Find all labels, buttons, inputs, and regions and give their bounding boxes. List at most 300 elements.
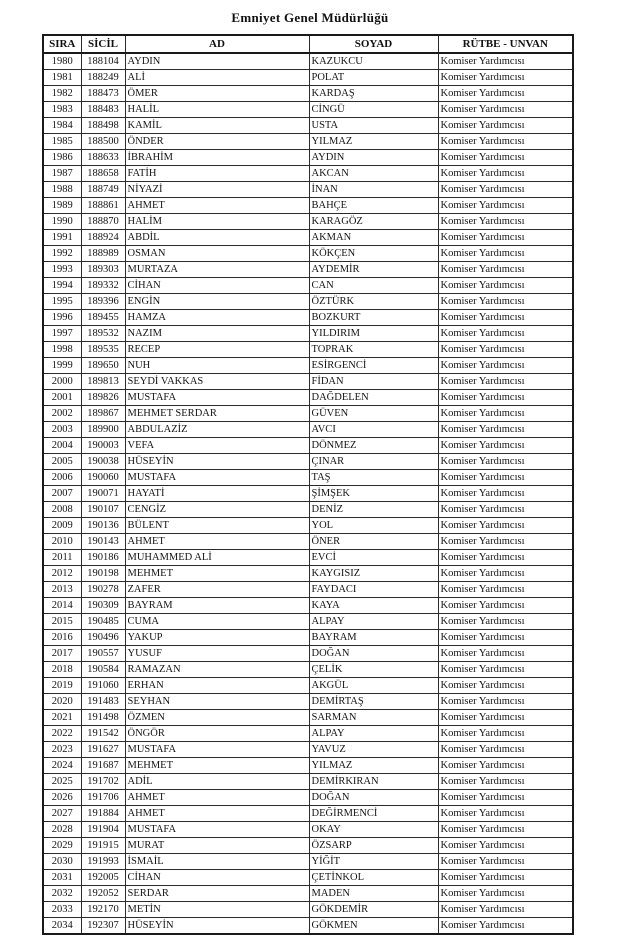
cell-rutbe-unvan: Komiser Yardımcısı <box>438 198 573 214</box>
cell-sira: 1986 <box>43 150 81 166</box>
cell-ad: METİN <box>125 902 309 918</box>
cell-ad: MURAT <box>125 838 309 854</box>
cell-rutbe-unvan: Komiser Yardımcısı <box>438 182 573 198</box>
cell-ad: NUH <box>125 358 309 374</box>
cell-sira: 2018 <box>43 662 81 678</box>
cell-sicil: 190584 <box>81 662 125 678</box>
cell-soyad: DEMİRTAŞ <box>309 694 438 710</box>
cell-soyad: GÖKDEMİR <box>309 902 438 918</box>
cell-sicil: 191706 <box>81 790 125 806</box>
cell-ad: AHMET <box>125 806 309 822</box>
cell-sira: 2004 <box>43 438 81 454</box>
cell-rutbe-unvan: Komiser Yardımcısı <box>438 102 573 118</box>
cell-sicil: 189867 <box>81 406 125 422</box>
cell-rutbe-unvan: Komiser Yardımcısı <box>438 726 573 742</box>
cell-ad: ENGİN <box>125 294 309 310</box>
cell-sicil: 188249 <box>81 70 125 86</box>
table-row <box>43 262 573 278</box>
cell-soyad: AVCI <box>309 422 438 438</box>
cell-rutbe-unvan: Komiser Yardımcısı <box>438 502 573 518</box>
cell-soyad: CAN <box>309 278 438 294</box>
cell-sicil: 188870 <box>81 214 125 230</box>
cell-soyad: AYDEMİR <box>309 262 438 278</box>
cell-ad: AYDIN <box>125 53 309 70</box>
cell-sicil: 191627 <box>81 742 125 758</box>
cell-soyad: KAYGISIZ <box>309 566 438 582</box>
cell-soyad: YILMAZ <box>309 758 438 774</box>
table-row <box>43 646 573 662</box>
cell-ad: VEFA <box>125 438 309 454</box>
cell-rutbe-unvan: Komiser Yardımcısı <box>438 118 573 134</box>
cell-sicil: 189826 <box>81 390 125 406</box>
cell-ad: KAMİL <box>125 118 309 134</box>
cell-sira: 2008 <box>43 502 81 518</box>
cell-sira: 1988 <box>43 182 81 198</box>
cell-ad: İBRAHİM <box>125 150 309 166</box>
cell-sicil: 192052 <box>81 886 125 902</box>
cell-rutbe-unvan: Komiser Yardımcısı <box>438 246 573 262</box>
cell-sicil: 189332 <box>81 278 125 294</box>
cell-rutbe-unvan: Komiser Yardımcısı <box>438 646 573 662</box>
cell-soyad: EVCİ <box>309 550 438 566</box>
cell-soyad: KAYA <box>309 598 438 614</box>
table-row <box>43 582 573 598</box>
cell-rutbe-unvan: Komiser Yardımcısı <box>438 486 573 502</box>
table-row <box>43 454 573 470</box>
cell-sira: 1991 <box>43 230 81 246</box>
cell-sicil: 188483 <box>81 102 125 118</box>
column-header-ad: AD <box>125 35 309 53</box>
cell-rutbe-unvan: Komiser Yardımcısı <box>438 86 573 102</box>
table-row <box>43 230 573 246</box>
cell-sira: 1995 <box>43 294 81 310</box>
cell-sicil: 188473 <box>81 86 125 102</box>
cell-ad: İSMAİL <box>125 854 309 870</box>
cell-sicil: 189396 <box>81 294 125 310</box>
cell-ad: ABDİL <box>125 230 309 246</box>
cell-rutbe-unvan: Komiser Yardımcısı <box>438 662 573 678</box>
cell-sira: 1985 <box>43 134 81 150</box>
cell-sicil: 188498 <box>81 118 125 134</box>
table-row <box>43 662 573 678</box>
cell-rutbe-unvan: Komiser Yardımcısı <box>438 566 573 582</box>
cell-sicil: 189535 <box>81 342 125 358</box>
cell-soyad: BAHÇE <box>309 198 438 214</box>
cell-ad: MEHMET SERDAR <box>125 406 309 422</box>
cell-sicil: 190003 <box>81 438 125 454</box>
cell-soyad: KÖKÇEN <box>309 246 438 262</box>
table-row <box>43 102 573 118</box>
cell-soyad: YOL <box>309 518 438 534</box>
cell-sira: 2007 <box>43 486 81 502</box>
cell-sira: 2026 <box>43 790 81 806</box>
cell-sira: 1992 <box>43 246 81 262</box>
cell-ad: NİYAZİ <box>125 182 309 198</box>
cell-sira: 2016 <box>43 630 81 646</box>
cell-sira: 2030 <box>43 854 81 870</box>
table-row <box>43 614 573 630</box>
cell-rutbe-unvan: Komiser Yardımcısı <box>438 870 573 886</box>
cell-sicil: 190557 <box>81 646 125 662</box>
cell-soyad: CİNGÜ <box>309 102 438 118</box>
table-row <box>43 630 573 646</box>
cell-sicil: 188104 <box>81 53 125 70</box>
table-row <box>43 518 573 534</box>
column-header-sira: SIRA <box>43 35 81 53</box>
cell-soyad: YILDIRIM <box>309 326 438 342</box>
cell-rutbe-unvan: Komiser Yardımcısı <box>438 150 573 166</box>
cell-sicil: 190485 <box>81 614 125 630</box>
cell-ad: AHMET <box>125 790 309 806</box>
cell-soyad: USTA <box>309 118 438 134</box>
cell-soyad: ALPAY <box>309 614 438 630</box>
cell-sira: 2021 <box>43 710 81 726</box>
cell-soyad: BOZKURT <box>309 310 438 326</box>
table-row <box>43 150 573 166</box>
cell-rutbe-unvan: Komiser Yardımcısı <box>438 390 573 406</box>
table-row <box>43 86 573 102</box>
cell-sira: 2014 <box>43 598 81 614</box>
cell-ad: HALİM <box>125 214 309 230</box>
table-row <box>43 758 573 774</box>
cell-soyad: AKMAN <box>309 230 438 246</box>
cell-sira: 2034 <box>43 918 81 935</box>
cell-soyad: ÇINAR <box>309 454 438 470</box>
cell-soyad: ÖZTÜRK <box>309 294 438 310</box>
cell-soyad: TAŞ <box>309 470 438 486</box>
cell-rutbe-unvan: Komiser Yardımcısı <box>438 262 573 278</box>
cell-rutbe-unvan: Komiser Yardımcısı <box>438 326 573 342</box>
table-row <box>43 774 573 790</box>
cell-ad: AHMET <box>125 198 309 214</box>
table-row <box>43 870 573 886</box>
cell-sira: 2028 <box>43 822 81 838</box>
cell-rutbe-unvan: Komiser Yardımcısı <box>438 358 573 374</box>
table-row <box>43 342 573 358</box>
cell-rutbe-unvan: Komiser Yardımcısı <box>438 438 573 454</box>
cell-sira: 2011 <box>43 550 81 566</box>
cell-soyad: KARDAŞ <box>309 86 438 102</box>
cell-rutbe-unvan: Komiser Yardımcısı <box>438 854 573 870</box>
cell-sira: 2015 <box>43 614 81 630</box>
table-row <box>43 534 573 550</box>
cell-ad: ZAFER <box>125 582 309 598</box>
cell-ad: ÖNDER <box>125 134 309 150</box>
cell-sicil: 191915 <box>81 838 125 854</box>
cell-ad: FATİH <box>125 166 309 182</box>
cell-sira: 1998 <box>43 342 81 358</box>
cell-sira: 2020 <box>43 694 81 710</box>
cell-sicil: 190060 <box>81 470 125 486</box>
cell-ad: MUSTAFA <box>125 742 309 758</box>
cell-sicil: 191542 <box>81 726 125 742</box>
cell-sicil: 188633 <box>81 150 125 166</box>
cell-soyad: ÇELİK <box>309 662 438 678</box>
cell-sicil: 190278 <box>81 582 125 598</box>
cell-soyad: ŞİMŞEK <box>309 486 438 502</box>
column-header-soyad: SOYAD <box>309 35 438 53</box>
table-row <box>43 502 573 518</box>
cell-sira: 2006 <box>43 470 81 486</box>
table-row <box>43 790 573 806</box>
column-header-sicil: SİCİL <box>81 35 125 53</box>
cell-sicil: 188749 <box>81 182 125 198</box>
cell-soyad: ESİRGENCİ <box>309 358 438 374</box>
cell-rutbe-unvan: Komiser Yardımcısı <box>438 742 573 758</box>
cell-sicil: 188500 <box>81 134 125 150</box>
cell-sira: 2032 <box>43 886 81 902</box>
cell-sira: 1990 <box>43 214 81 230</box>
cell-sicil: 190186 <box>81 550 125 566</box>
table-row <box>43 838 573 854</box>
cell-sira: 2000 <box>43 374 81 390</box>
cell-sicil: 191884 <box>81 806 125 822</box>
cell-sicil: 190038 <box>81 454 125 470</box>
cell-ad: OSMAN <box>125 246 309 262</box>
cell-rutbe-unvan: Komiser Yardımcısı <box>438 230 573 246</box>
cell-soyad: YİĞİT <box>309 854 438 870</box>
cell-sicil: 191993 <box>81 854 125 870</box>
cell-ad: SEYDİ VAKKAS <box>125 374 309 390</box>
cell-sicil: 188658 <box>81 166 125 182</box>
cell-sira: 1983 <box>43 102 81 118</box>
cell-soyad: DEĞİRMENCİ <box>309 806 438 822</box>
cell-sira: 2017 <box>43 646 81 662</box>
cell-rutbe-unvan: Komiser Yardımcısı <box>438 582 573 598</box>
cell-rutbe-unvan: Komiser Yardımcısı <box>438 902 573 918</box>
cell-rutbe-unvan: Komiser Yardımcısı <box>438 694 573 710</box>
cell-rutbe-unvan: Komiser Yardımcısı <box>438 470 573 486</box>
page-title: Emniyet Genel Müdürlüğü <box>231 10 389 25</box>
cell-sicil: 191702 <box>81 774 125 790</box>
table-row <box>43 550 573 566</box>
cell-soyad: MADEN <box>309 886 438 902</box>
cell-soyad: DÖNMEZ <box>309 438 438 454</box>
cell-sira: 2033 <box>43 902 81 918</box>
cell-rutbe-unvan: Komiser Yardımcısı <box>438 278 573 294</box>
table-row <box>43 422 573 438</box>
cell-sira: 1984 <box>43 118 81 134</box>
cell-sicil: 190309 <box>81 598 125 614</box>
cell-ad: RECEP <box>125 342 309 358</box>
cell-ad: ÖZMEN <box>125 710 309 726</box>
cell-sira: 2005 <box>43 454 81 470</box>
table-row <box>43 486 573 502</box>
cell-rutbe-unvan: Komiser Yardımcısı <box>438 598 573 614</box>
cell-rutbe-unvan: Komiser Yardımcısı <box>438 342 573 358</box>
cell-sicil: 190496 <box>81 630 125 646</box>
cell-ad: ABDULAZİZ <box>125 422 309 438</box>
cell-rutbe-unvan: Komiser Yardımcısı <box>438 838 573 854</box>
cell-sira: 2001 <box>43 390 81 406</box>
table-row <box>43 214 573 230</box>
cell-sira: 2019 <box>43 678 81 694</box>
cell-rutbe-unvan: Komiser Yardımcısı <box>438 630 573 646</box>
column-header-rutbe-unvan: RÜTBE - UNVAN <box>438 35 573 53</box>
cell-sira: 1994 <box>43 278 81 294</box>
cell-sicil: 190198 <box>81 566 125 582</box>
cell-sicil: 189532 <box>81 326 125 342</box>
cell-sicil: 190107 <box>81 502 125 518</box>
cell-soyad: DOĞAN <box>309 790 438 806</box>
table-row <box>43 390 573 406</box>
cell-sira: 1993 <box>43 262 81 278</box>
cell-soyad: OKAY <box>309 822 438 838</box>
cell-soyad: BAYRAM <box>309 630 438 646</box>
cell-sicil: 189455 <box>81 310 125 326</box>
cell-rutbe-unvan: Komiser Yardımcısı <box>438 534 573 550</box>
cell-sira: 2031 <box>43 870 81 886</box>
cell-sira: 2003 <box>43 422 81 438</box>
cell-sicil: 189813 <box>81 374 125 390</box>
cell-sira: 2025 <box>43 774 81 790</box>
cell-sira: 2002 <box>43 406 81 422</box>
cell-sicil: 191498 <box>81 710 125 726</box>
table-row <box>43 742 573 758</box>
table-row <box>43 70 573 86</box>
cell-ad: MURTAZA <box>125 262 309 278</box>
cell-ad: ALİ <box>125 70 309 86</box>
cell-ad: BÜLENT <box>125 518 309 534</box>
cell-sicil: 188861 <box>81 198 125 214</box>
table-row <box>43 918 573 935</box>
cell-ad: BAYRAM <box>125 598 309 614</box>
table-row <box>43 134 573 150</box>
table-row <box>43 902 573 918</box>
cell-sira: 1997 <box>43 326 81 342</box>
cell-sira: 2023 <box>43 742 81 758</box>
cell-ad: RAMAZAN <box>125 662 309 678</box>
table-row <box>43 438 573 454</box>
cell-rutbe-unvan: Komiser Yardımcısı <box>438 758 573 774</box>
table-row <box>43 678 573 694</box>
cell-soyad: ALPAY <box>309 726 438 742</box>
cell-sira: 1981 <box>43 70 81 86</box>
cell-ad: ADİL <box>125 774 309 790</box>
cell-sicil: 191904 <box>81 822 125 838</box>
cell-soyad: GÜVEN <box>309 406 438 422</box>
cell-soyad: DENİZ <box>309 502 438 518</box>
cell-soyad: İNAN <box>309 182 438 198</box>
cell-rutbe-unvan: Komiser Yardımcısı <box>438 790 573 806</box>
table-row <box>43 598 573 614</box>
table-row <box>43 694 573 710</box>
cell-sira: 2013 <box>43 582 81 598</box>
cell-ad: AHMET <box>125 534 309 550</box>
cell-rutbe-unvan: Komiser Yardımcısı <box>438 53 573 70</box>
cell-rutbe-unvan: Komiser Yardımcısı <box>438 518 573 534</box>
table-row <box>43 310 573 326</box>
cell-sira: 1989 <box>43 198 81 214</box>
cell-ad: CENGİZ <box>125 502 309 518</box>
cell-soyad: KAZUKCU <box>309 53 438 70</box>
table-row <box>43 374 573 390</box>
cell-soyad: YAVUZ <box>309 742 438 758</box>
table-row <box>43 854 573 870</box>
cell-sira: 2024 <box>43 758 81 774</box>
cell-soyad: GÖKMEN <box>309 918 438 935</box>
cell-rutbe-unvan: Komiser Yardımcısı <box>438 422 573 438</box>
cell-ad: ÖMER <box>125 86 309 102</box>
cell-sicil: 188924 <box>81 230 125 246</box>
cell-ad: CİHAN <box>125 870 309 886</box>
cell-rutbe-unvan: Komiser Yardımcısı <box>438 294 573 310</box>
cell-ad: YAKUP <box>125 630 309 646</box>
cell-ad: SERDAR <box>125 886 309 902</box>
cell-sira: 2012 <box>43 566 81 582</box>
cell-rutbe-unvan: Komiser Yardımcısı <box>438 166 573 182</box>
cell-ad: ERHAN <box>125 678 309 694</box>
cell-soyad: POLAT <box>309 70 438 86</box>
cell-sira: 1987 <box>43 166 81 182</box>
cell-ad: HAMZA <box>125 310 309 326</box>
table-row <box>43 294 573 310</box>
cell-sira: 2022 <box>43 726 81 742</box>
cell-ad: MUSTAFA <box>125 470 309 486</box>
table-row <box>43 358 573 374</box>
cell-soyad: FAYDACI <box>309 582 438 598</box>
cell-ad: SEYHAN <box>125 694 309 710</box>
cell-rutbe-unvan: Komiser Yardımcısı <box>438 310 573 326</box>
table-header-row <box>43 35 573 53</box>
table-row <box>43 470 573 486</box>
cell-ad: CUMA <box>125 614 309 630</box>
table-row <box>43 198 573 214</box>
table-row <box>43 182 573 198</box>
table-row <box>43 326 573 342</box>
cell-soyad: TOPRAK <box>309 342 438 358</box>
table-row <box>43 726 573 742</box>
cell-sicil: 189650 <box>81 358 125 374</box>
cell-sicil: 188989 <box>81 246 125 262</box>
table-row <box>43 406 573 422</box>
cell-soyad: FİDAN <box>309 374 438 390</box>
cell-rutbe-unvan: Komiser Yardımcısı <box>438 374 573 390</box>
cell-soyad: ÖZSARP <box>309 838 438 854</box>
cell-soyad: AYDIN <box>309 150 438 166</box>
cell-rutbe-unvan: Komiser Yardımcısı <box>438 454 573 470</box>
cell-ad: HALİL <box>125 102 309 118</box>
table-row <box>43 566 573 582</box>
cell-soyad: SARMAN <box>309 710 438 726</box>
cell-rutbe-unvan: Komiser Yardımcısı <box>438 774 573 790</box>
cell-sicil: 191060 <box>81 678 125 694</box>
cell-sira: 1999 <box>43 358 81 374</box>
cell-soyad: DEMİRKIRAN <box>309 774 438 790</box>
cell-soyad: ÇETİNKOL <box>309 870 438 886</box>
table-row <box>43 166 573 182</box>
cell-sicil: 190071 <box>81 486 125 502</box>
cell-sira: 2009 <box>43 518 81 534</box>
cell-rutbe-unvan: Komiser Yardımcısı <box>438 70 573 86</box>
table-row <box>43 710 573 726</box>
table-row <box>43 118 573 134</box>
cell-rutbe-unvan: Komiser Yardımcısı <box>438 710 573 726</box>
table-row <box>43 806 573 822</box>
cell-soyad: YILMAZ <box>309 134 438 150</box>
cell-ad: MUSTAFA <box>125 390 309 406</box>
cell-sira: 1996 <box>43 310 81 326</box>
cell-ad: NAZIM <box>125 326 309 342</box>
cell-sicil: 189303 <box>81 262 125 278</box>
cell-rutbe-unvan: Komiser Yardımcısı <box>438 614 573 630</box>
personnel-table <box>42 34 574 935</box>
cell-rutbe-unvan: Komiser Yardımcısı <box>438 806 573 822</box>
cell-ad: MUHAMMED ALİ <box>125 550 309 566</box>
cell-rutbe-unvan: Komiser Yardımcısı <box>438 134 573 150</box>
cell-ad: HÜSEYİN <box>125 918 309 935</box>
cell-rutbe-unvan: Komiser Yardımcısı <box>438 886 573 902</box>
